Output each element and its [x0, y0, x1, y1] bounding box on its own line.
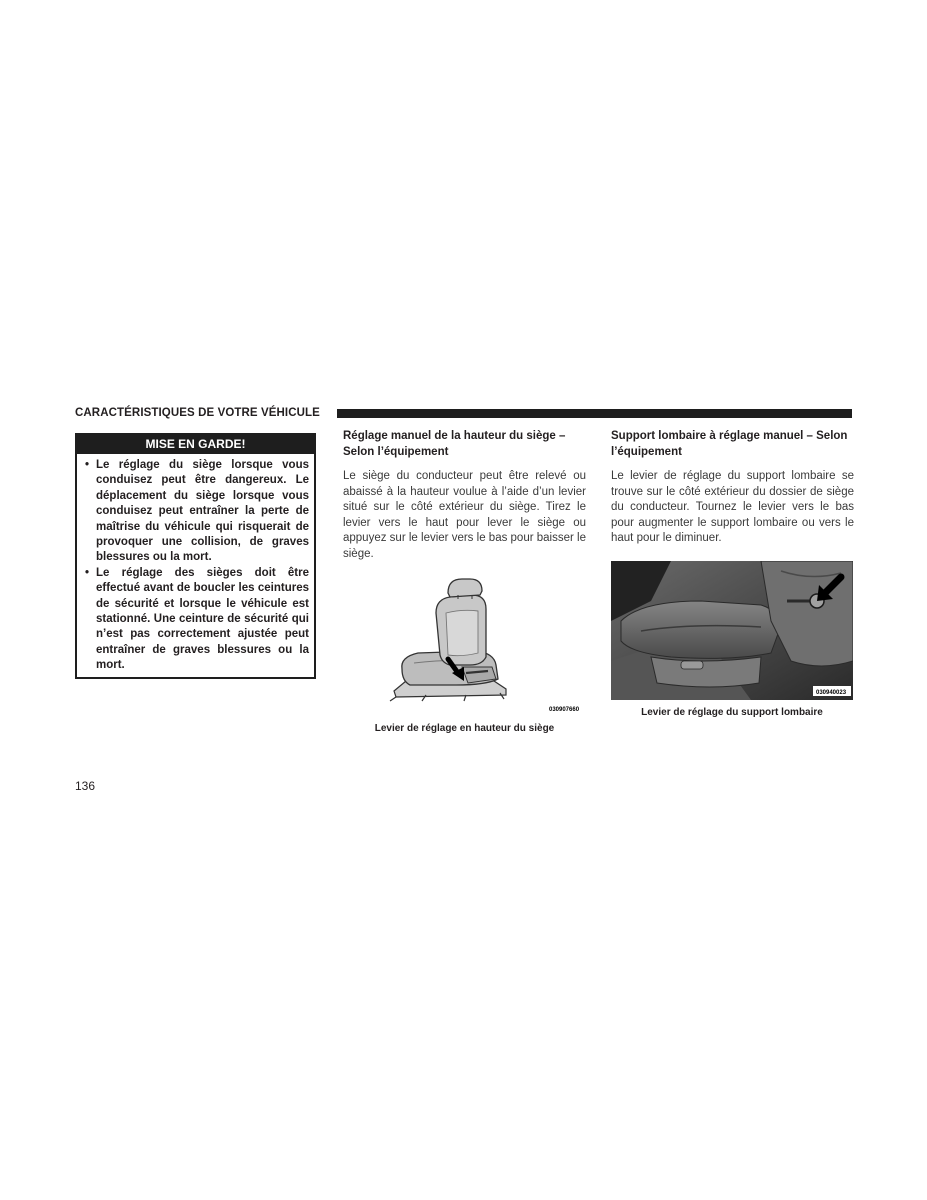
warning-item-text: Le réglage du siège lorsque vous conduisez peut être dangereux. Le déplacement du siège lorsque vous conduisez peut entraîner la perte de maîtrise du véhicule qui risquerait de provoquer une collision, de graves blessures ou la mort. — [96, 459, 309, 564]
height-adjust-body: Le siège du conducteur peut être relevé ou abaissé à la hauteur voulue à l’aide d’un levier situé sur le côté extérieur du siège. Tirez le levier vers le haut pour lever le siège ou appuyez sur le levier vers le bas pour baisser le siège. — [343, 470, 586, 560]
warning-list — [77, 454, 314, 674]
seat-illustration-icon — [366, 573, 586, 715]
lumbar-figure-caption: Levier de réglage du support lombaire — [641, 707, 823, 718]
warning-item — [85, 566, 309, 674]
height-adjust-section — [343, 429, 586, 562]
page-number: 136 — [75, 779, 96, 793]
lumbar-body: Le levier de réglage du support lombaire se trouve sur le côté extérieur du dossier de siège du conducteur. Tournez le levier vers le bas pour augmenter le support lombaire ou vers le haut pour le diminuer. — [611, 470, 854, 544]
seat-figure-caption: Levier de réglage en hauteur du siège — [374, 723, 555, 734]
seat-figure-code: 030907660 — [549, 707, 580, 713]
section-rule — [337, 409, 852, 418]
warning-box — [75, 433, 316, 679]
lumbar-heading: Support lombaire à réglage manuel – Selon l’équipement — [611, 430, 848, 458]
section-title: CARACTÉRISTIQUES DE VOTRE VÉHICULE — [75, 407, 320, 419]
height-adjust-heading: Réglage manuel de la hauteur du siège – Selon l’équipement — [343, 430, 566, 458]
section-header — [75, 406, 852, 420]
warning-item-text: Le réglage des sièges doit être effectué avant de boucler les ceintures de sécurité et lorsque le véhicule est stationné. Une ceinture de sécurité qui n’est pas correctement ajustée peut entraîner de graves blessures ou la mort. — [96, 566, 309, 672]
warning-title: MISE EN GARDE! — [77, 435, 314, 454]
warning-item — [85, 458, 309, 566]
lumbar-figure-code: 030940023 — [816, 690, 847, 696]
lumbar-section — [611, 429, 854, 547]
bullet-icon: • — [85, 459, 90, 471]
lumbar-photo-icon — [611, 561, 853, 700]
seat-height-illustration — [366, 573, 586, 715]
lumbar-photo — [611, 561, 853, 700]
bullet-icon: • — [85, 566, 90, 579]
